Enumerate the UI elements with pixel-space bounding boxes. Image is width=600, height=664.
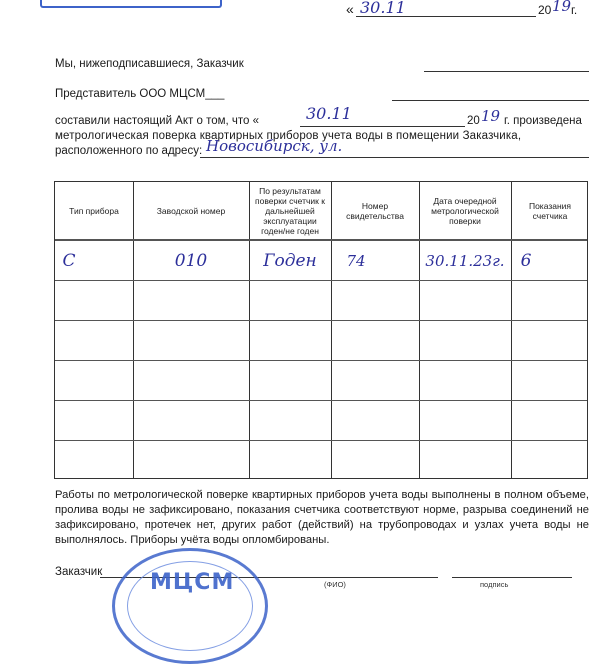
table-row-divider [55, 360, 587, 361]
act-date-handwritten: 30.11 [306, 104, 352, 123]
representative-name-line [392, 100, 589, 101]
address-label: расположенного по адресу: [55, 145, 203, 157]
row1-meter-reading: 6 [520, 251, 532, 271]
table-row-divider [55, 440, 587, 441]
table-header-divider [55, 239, 587, 241]
header-meter-reading: Показания счетчика [528, 200, 572, 221]
table-row-divider [55, 400, 587, 401]
header-serial-number: Заводской номер [156, 205, 226, 216]
header-year-label: г. [571, 3, 578, 17]
intro-line-representative: Представитель ООО МЦСМ___ [55, 88, 225, 100]
header-year-prefix: 20 [538, 3, 552, 17]
header-open-quote: « [346, 1, 354, 17]
signature-caption: подпись [480, 580, 509, 589]
customer-signature-line [452, 577, 572, 578]
fio-caption: (ФИО) [324, 580, 346, 589]
company-stamp [112, 548, 268, 664]
act-year-suffix: 19 [481, 107, 501, 125]
header-verification-result: По результатам поверки счетчик к дальнейшей эксплуатации годен/не годен [255, 185, 325, 236]
header-certificate-number: Номер свидетельства [346, 200, 404, 221]
row1-verification-result: Годен [263, 251, 317, 271]
address-line [200, 157, 589, 158]
intro-line-act-start: составили настоящий Акт о том, что « [55, 115, 260, 127]
act-year-prefix: 20 [467, 115, 480, 127]
stamp-fragment-top [40, 0, 222, 8]
table-row-divider [55, 280, 587, 281]
header-next-verification-date: Дата очередной метрологической поверки [431, 195, 499, 226]
intro-line-customer: Мы, нижеподписавшиеся, Заказчик [55, 58, 244, 70]
customer-name-line [424, 71, 589, 72]
row1-next-verification-date: 30.11.23г. [425, 252, 505, 270]
row1-certificate-number: 74 [346, 252, 366, 270]
row1-serial-number: 010 [174, 251, 208, 271]
row1-device-type: С [62, 251, 76, 271]
header-year-suffix: 19 [552, 0, 572, 15]
customer-label: Заказчик [55, 566, 103, 578]
act-date-line [300, 126, 465, 127]
meter-table [54, 181, 588, 479]
act-line-end: г. произведена [504, 115, 582, 127]
table-row-divider [55, 320, 587, 321]
intro-line-verification: метрологическая поверка квартирных приборов учета воды в помещении Заказчика, [55, 130, 522, 142]
completion-statement: Работы по метрологической поверке квартирных приборов учета воды выполнены в полном объеме, пролива воды не зафиксировано, показания счетчика соответствуют норме, разрыва соединений не зафиксировано, протечек нет, других работ (действий) на трубопроводах и узлах учета воды не выполнялось. Приборы учёта воды опломбированы. [55, 489, 589, 546]
address-handwritten: Новосибирск, ул. [206, 137, 343, 155]
header-date-handwritten: 30.11 [360, 0, 406, 17]
header-date-line [356, 16, 536, 17]
company-stamp-text: МЦСМ [150, 570, 235, 595]
header-device-type: Тип прибора [69, 205, 119, 216]
